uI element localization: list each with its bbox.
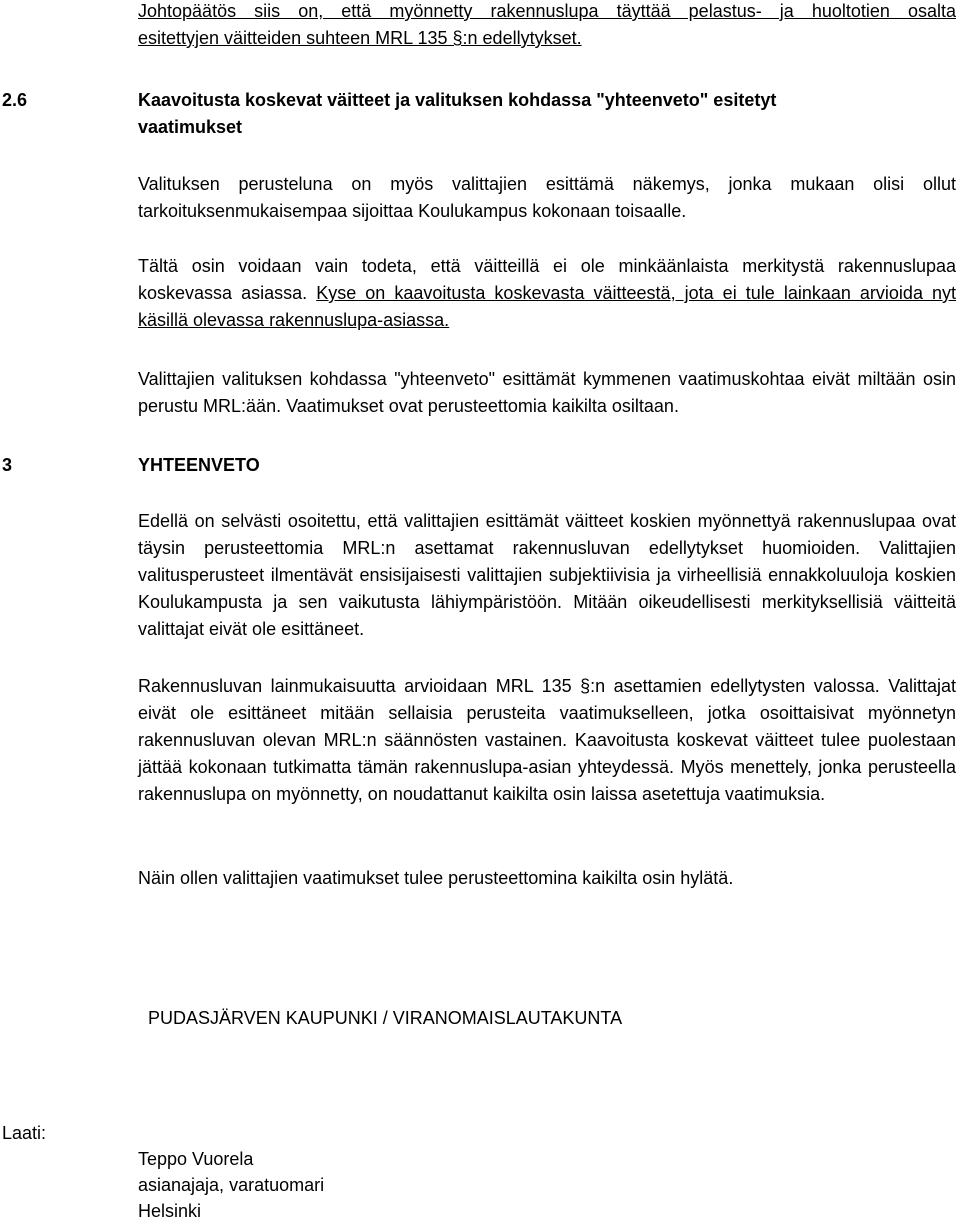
signer-name: Teppo Vuorela [138, 1149, 254, 1169]
intro-line-1: Johtopäätös siis on, että myönnetty rakennuslupa täyttää pelastus- ja huoltotien osalta [138, 1, 956, 21]
section-heading: YHTEENVETO [138, 455, 260, 475]
paragraph: Valituksen perusteluna on myös valittajien esittämä näkemys, jonka mukaan olisi ollut tarkoituksenmukaisempaa sijoittaa Koulukampus kokonaan toisaalle. [138, 174, 956, 221]
paragraph: Rakennusluvan lainmukaisuutta arvioidaan MRL 135 §:n asettamien edellytysten valossa. Valittajat eivät ole esittäneet mitään sellaisia perusteita vaatimukselleen, jotka osoittaisivat myönnetyn rakennusluvan olevan MRL:n säännösten vastainen. Kaavoitusta koskevat väitteet tulee puolestaan jättää kokonaan tutkimatta tämän rakennuslupa-asian yhteydessä. Myös menettely, jonka perusteella rakennuslupa on myönnetty, on noudattanut kaikilta osin laissa asetettuja vaatimuksia. [138, 676, 956, 804]
prepared-by-label: Laati: [2, 1123, 47, 1143]
section-heading-line-2: vaatimukset [138, 117, 243, 137]
signer-city: Helsinki [138, 1201, 202, 1221]
section-number: 3 [2, 455, 13, 475]
paragraph [138, 253, 956, 334]
intro-line-2: esitettyjen väitteiden suhteen MRL 135 §:n edellytykset. [138, 28, 582, 48]
paragraph: Valittajien valituksen kohdassa "yhteenveto" esittämät kymmenen vaatimuskohtaa eivät miltään osin perustu MRL:ään. Vaatimukset ovat perusteettomia kaikilta osiltaan. [138, 369, 956, 416]
paragraph: Edellä on selvästi osoitettu, että valittajien esittämät väitteet koskien myönnettyä rakennuslupaa ovat täysin perusteettomia MRL:n asettamat rakennusluvan edellytykset huomioiden. Valittajien valitusperusteet ilmentävät ensisijaisesti valittajien subjektiivisia ja virheellisiä ennakkoluuloja koskien Koulukampusta ja sen vaikutusta lähiympäristöön. Mitään oikeudellisesti merkityksellisiä väitteitä valittajat eivät ole esittäneet. [138, 511, 956, 639]
section-number: 2.6 [2, 90, 28, 110]
section-heading-line-1: Kaavoitusta koskevat väitteet ja valituksen kohdassa "yhteenveto" esitetyt [138, 90, 777, 110]
organization-name: PUDASJÄRVEN KAUPUNKI / VIRANOMAISLAUTAKUNTA [148, 1008, 623, 1028]
signer-title: asianajaja, varatuomari [138, 1175, 325, 1195]
paragraph-underlined-text: Kyse on kaavoitusta koskevasta väitteestä, jota ei tule lainkaan arvioida nyt käsillä olevassa rakennuslupa-asiassa. [138, 283, 957, 330]
paragraph-text: Tältä osin voidaan vain todeta, että väitteillä ei ole minkäänlaista merkitystä rakennuslupaa koskevassa asiassa. [138, 256, 956, 303]
paragraph: Näin ollen valittajien vaatimukset tulee perusteettomina kaikilta osin hylätä. [138, 868, 734, 888]
